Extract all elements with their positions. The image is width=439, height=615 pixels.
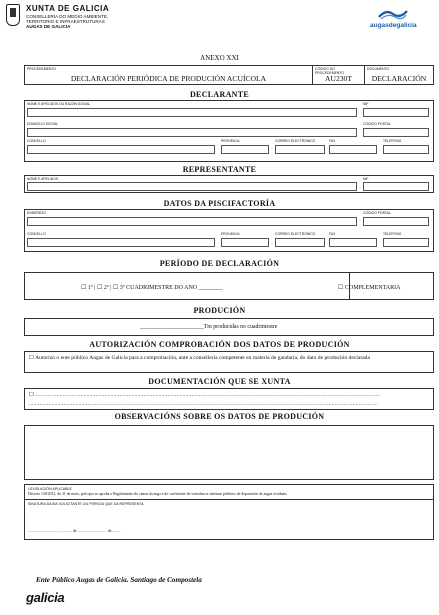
wave-icon: [378, 8, 408, 20]
document-value: DECLARACIÓN: [371, 74, 427, 83]
piscifactoria-email-field[interactable]: [275, 238, 325, 247]
galicia-footer-logo: galicia: [26, 590, 65, 605]
declarante-address-field[interactable]: [27, 128, 357, 137]
cuadrimestre-checkboxes[interactable]: ☐ 1º | ☐ 2º | ☐ 3º CUADRIMESTRE DO ANO ________: [81, 285, 223, 291]
piscifactoria-council-field[interactable]: [27, 238, 215, 247]
annex-title: ANEXO XXI: [200, 54, 239, 62]
autorizacion-box: [24, 351, 434, 373]
autorizacion-title: AUTORIZACIÓN COMPROBACIÓN DOS DATOS DE PRODUCIÓN: [89, 340, 350, 349]
piscifactoria-phone-field[interactable]: [383, 238, 429, 247]
procedure-code-cell: CÓDIGO DO PROCEDEMENTO AU230T: [313, 66, 365, 84]
declarante-email-field[interactable]: [275, 145, 325, 154]
declarante-box: NOME E APELIDOS OU RAZÓN SOCIAL NIF DOMICILIO SOCIAL CÓDIGO POSTAL CONCELLO PROVINCIA CORREO ELECTRÓNICO FAX TELÉFONO: [24, 100, 434, 162]
piscifactoria-fax-field[interactable]: [329, 238, 377, 247]
signature-place-date-line[interactable]: .................................., ........ de ............................. de ........: [28, 528, 121, 533]
piscifactoria-title: DATOS DA PISCIFACTORÍA: [163, 199, 276, 208]
legal-divider: [25, 499, 433, 500]
documentacion-line-2[interactable]: .........................................................................................................................................................................................................................................: [29, 401, 379, 407]
declarante-postal-field[interactable]: [363, 128, 429, 137]
legal-signature-box: [24, 484, 434, 540]
observacions-title: OBSERVACIÓNS SOBRE OS DATOS DE PRODUCIÓN: [114, 412, 325, 421]
periodo-title: PERÍODO DE DECLARACIÓN: [159, 259, 280, 268]
xunta-name: XUNTA DE GALICIA: [26, 4, 110, 13]
procedure-code-value: AU230T: [325, 74, 352, 83]
procedure-value: DECLARACIÓN PERIÓDICA DE PRODUCIÓN ACUÍCOLA: [70, 74, 267, 83]
piscifactoria-postal-field[interactable]: [363, 217, 429, 226]
declarante-council-field[interactable]: [27, 145, 215, 154]
legislation-text: Decreto 130/2012, do 31 de maio, polo que se aproba o Regulamento do canon da auga e do coeficiente de vertedura a sistemas públicos de depuración de augas residuais: [28, 492, 287, 496]
procedure-cell: PROCEDEMENTO DECLARACIÓN PERIÓDICA DE PRODUCIÓN ACUÍCOLA: [25, 66, 313, 84]
producion-tm-field[interactable]: ______________________Tm producidas no cuadrimestre: [140, 324, 278, 330]
footer-ente-text: Ente Público Augas de Galicia. Santiago de Compostela: [36, 576, 202, 584]
piscifactoria-address-field[interactable]: [27, 217, 357, 226]
piscifactoria-box: ENDEREZO CÓDIGO POSTAL CONCELLO PROVINCIA CORREO ELECTRÓNICO FAX TELÉFONO: [24, 209, 434, 252]
declarante-name-field[interactable]: [27, 108, 357, 117]
galicia-crest-icon: [6, 4, 20, 26]
piscifactoria-province-field[interactable]: [221, 238, 269, 247]
producion-box: [24, 318, 434, 336]
declarante-fax-field[interactable]: [329, 145, 377, 154]
declarante-nif-field[interactable]: [363, 108, 429, 117]
augas-de-galicia-logo: [370, 8, 430, 34]
legislation-label: LEXISLACIÓN APLICABLE: [28, 487, 72, 491]
department-name: CONSELLERÍA DO MEDIO AMBIENTE, TERRITORIO E INFRAESTRUTURAS AUGAS DE GALICIA: [26, 14, 109, 30]
representante-title: REPRESENTANTE: [182, 165, 257, 174]
representante-nif-field[interactable]: [363, 182, 429, 191]
augas-logo-text: augasdegalicia: [370, 22, 417, 29]
documentacion-line-1[interactable]: ☐ ......................................................................................................................................................................................................................................: [29, 392, 381, 398]
representante-box: NOME E APELIDOS NIF: [24, 175, 434, 193]
documentacion-title: DOCUMENTACIÓN QUE SE XUNTA: [148, 377, 291, 386]
declarante-title: DECLARANTE: [189, 90, 249, 99]
representante-name-field[interactable]: [27, 182, 357, 191]
complementaria-checkbox[interactable]: ☐ COMPLEMENTARIA: [338, 285, 401, 291]
xunta-logo: [6, 4, 126, 34]
declarante-phone-field[interactable]: [383, 145, 429, 154]
autorizacion-checkbox-text[interactable]: ☐ Autorizo o ente público Augas de Galicia para a comprobación, ante a consellería competente en materia de gandaría, do dato de produción declarada: [29, 355, 370, 361]
observacions-field[interactable]: [24, 425, 434, 480]
documentacion-box: [24, 388, 434, 410]
producion-title: PRODUCIÓN: [193, 306, 246, 315]
declarante-province-field[interactable]: [221, 145, 269, 154]
signature-label: SINATURA DA/DA SOLICITANTE OU PERSOA QUE DA REPRESENTA: [28, 502, 144, 506]
periodo-box: [24, 272, 434, 300]
document-cell: DOCUMENTO DECLARACIÓN: [365, 66, 433, 84]
procedure-box: [24, 65, 434, 85]
